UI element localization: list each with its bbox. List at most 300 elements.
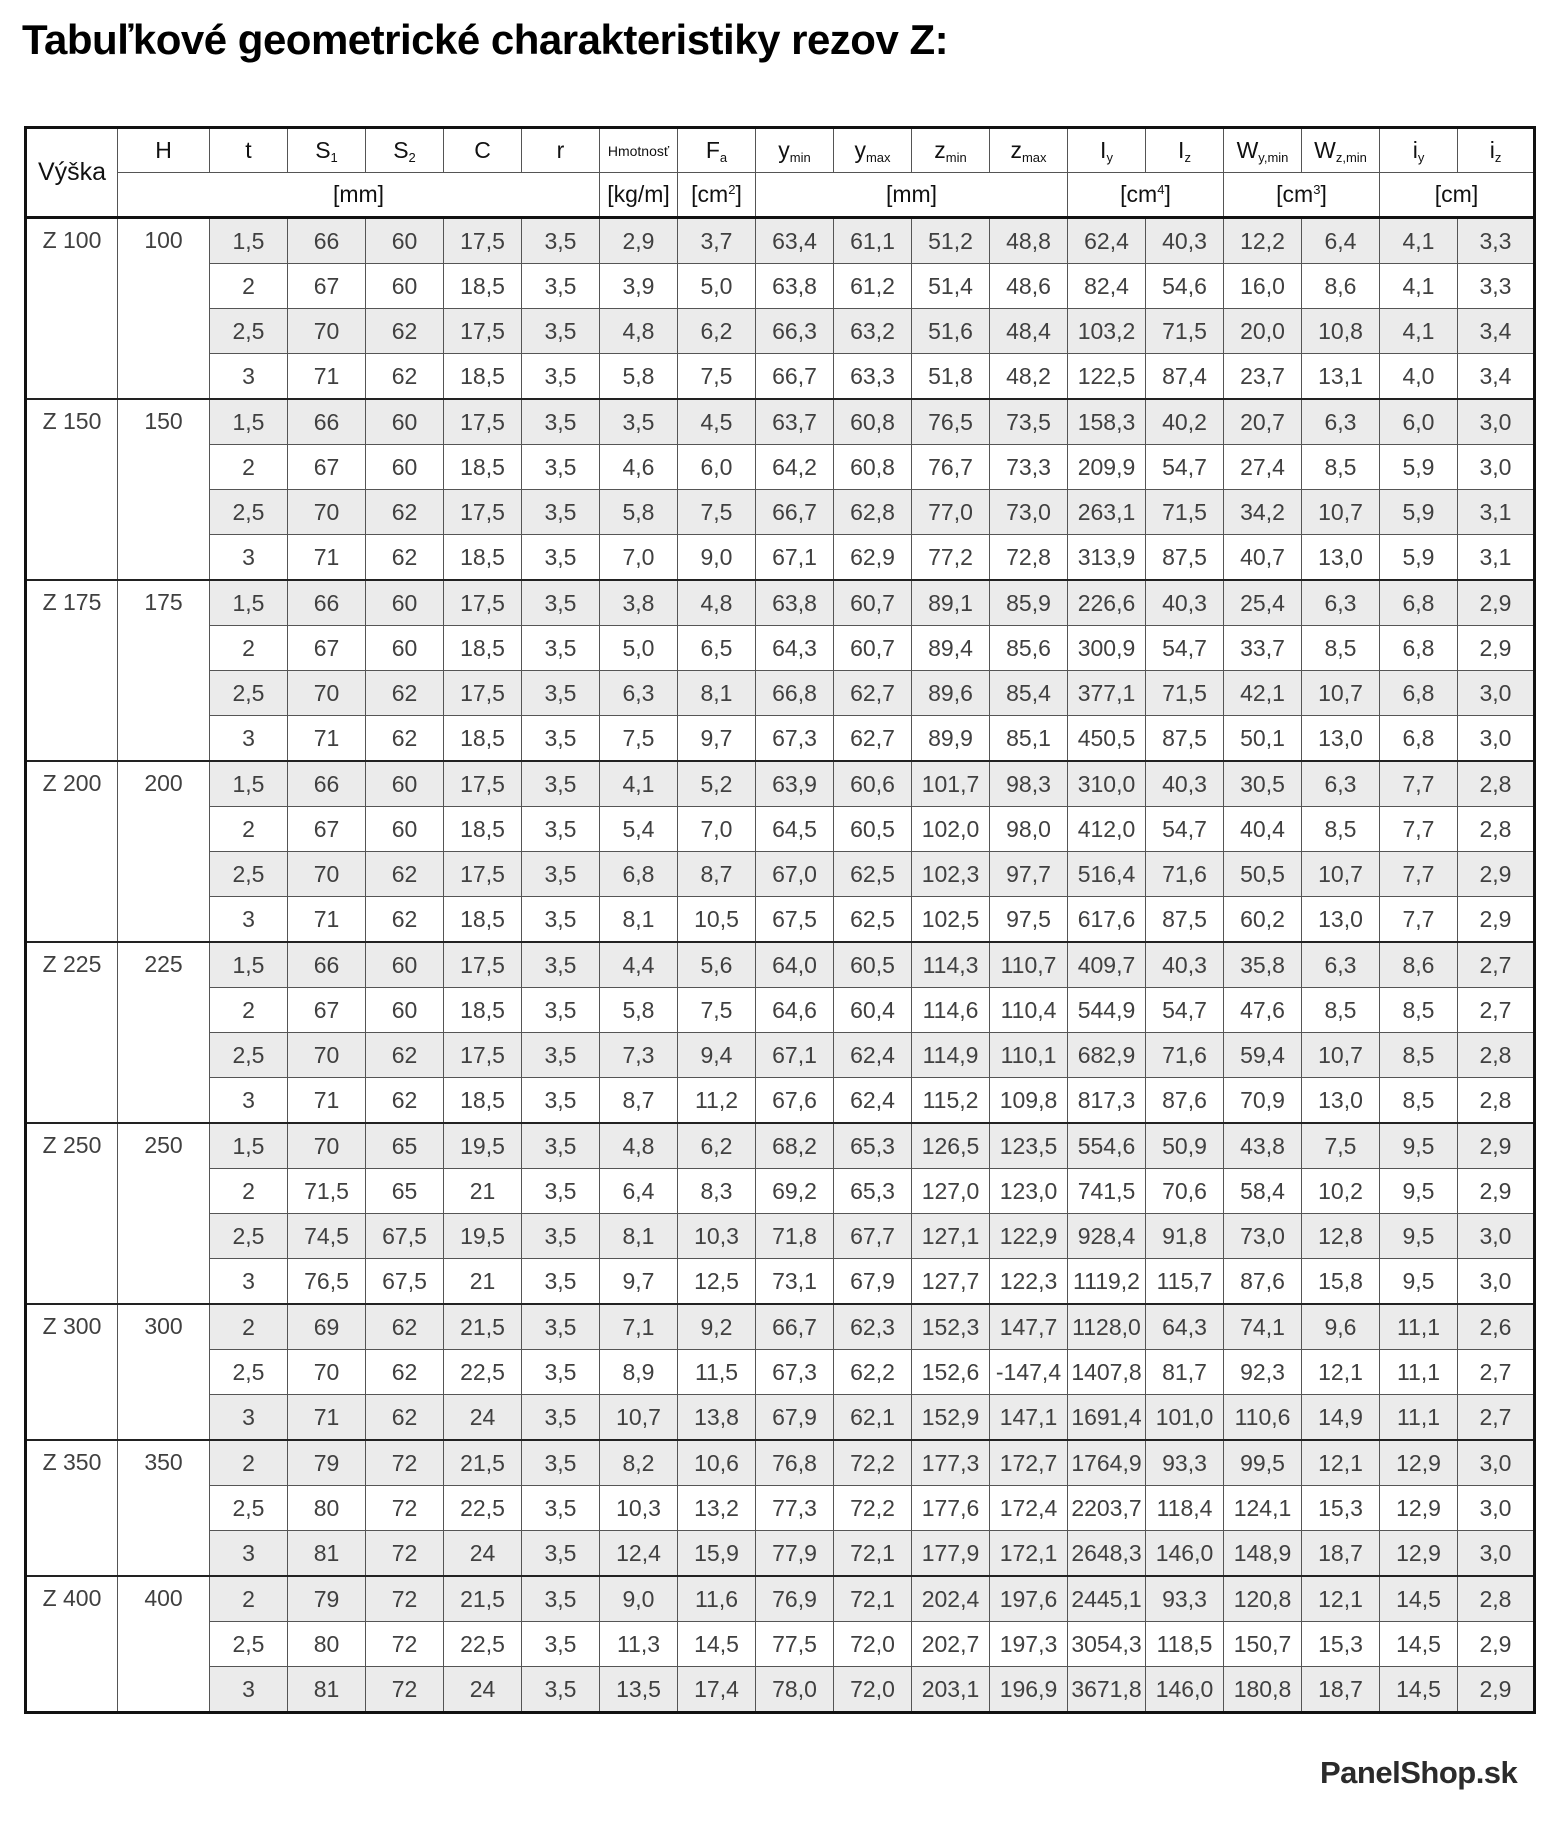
table-cell: 114,9	[912, 1033, 990, 1078]
table-cell: 72,2	[834, 1486, 912, 1531]
table-cell: 50,1	[1224, 716, 1302, 762]
table-cell: 10,7	[1302, 490, 1380, 535]
profile-height: 100	[118, 218, 210, 400]
table-cell: 81,7	[1146, 1350, 1224, 1395]
table-cell: 50,5	[1224, 852, 1302, 897]
table-row	[26, 1123, 1535, 1169]
table-cell: 3,5	[522, 535, 600, 581]
table-row	[26, 1259, 1535, 1305]
table-cell: 63,4	[756, 218, 834, 264]
table-cell: 87,6	[1146, 1078, 1224, 1124]
table-cell: 197,3	[990, 1622, 1068, 1667]
table-cell: 11,2	[678, 1078, 756, 1124]
table-cell: 54,7	[1146, 445, 1224, 490]
table-cell: 617,6	[1068, 897, 1146, 943]
table-cell: 1691,4	[1068, 1395, 1146, 1441]
table-cell: 97,5	[990, 897, 1068, 943]
table-cell: 6,0	[678, 445, 756, 490]
table-cell: 97,7	[990, 852, 1068, 897]
table-cell: 2,5	[210, 309, 288, 354]
profile-name: Z 225	[26, 942, 118, 1123]
table-cell: 5,9	[1380, 535, 1458, 581]
table-cell: 2	[210, 1169, 288, 1214]
table-cell: 9,4	[678, 1033, 756, 1078]
table-cell: 3,5	[522, 716, 600, 762]
table-cell: 7,5	[678, 490, 756, 535]
table-cell: 12,9	[1380, 1440, 1458, 1486]
table-cell: 6,2	[678, 1123, 756, 1169]
table-cell: 2,8	[1458, 761, 1535, 807]
table-cell: 6,4	[600, 1169, 678, 1214]
table-cell: 102,3	[912, 852, 990, 897]
table-cell: 2445,1	[1068, 1576, 1146, 1622]
table-cell: 62,4	[834, 1033, 912, 1078]
table-cell: 1,5	[210, 399, 288, 445]
col-r: r	[522, 128, 600, 173]
table-cell: 1,5	[210, 761, 288, 807]
table-cell: 13,8	[678, 1395, 756, 1441]
table-cell: 12,5	[678, 1259, 756, 1305]
table-cell: 5,2	[678, 761, 756, 807]
table-cell: 5,4	[600, 807, 678, 852]
table-cell: 76,7	[912, 445, 990, 490]
table-cell: 48,6	[990, 264, 1068, 309]
table-cell: 5,9	[1380, 445, 1458, 490]
table-cell: 51,2	[912, 218, 990, 264]
table-cell: 2,6	[1458, 1304, 1535, 1350]
table-cell: 16,0	[1224, 264, 1302, 309]
table-cell: 66,7	[756, 1304, 834, 1350]
table-cell: 87,6	[1224, 1259, 1302, 1305]
table-cell: 54,7	[1146, 807, 1224, 852]
table-cell: 7,7	[1380, 852, 1458, 897]
table-cell: 4,8	[600, 309, 678, 354]
table-cell: 72,0	[834, 1667, 912, 1713]
table-cell: 3	[210, 897, 288, 943]
table-cell: 3,5	[522, 807, 600, 852]
table-cell: 62,7	[834, 671, 912, 716]
table-cell: 60,2	[1224, 897, 1302, 943]
table-cell: 40,7	[1224, 535, 1302, 581]
table-cell: 5,8	[600, 988, 678, 1033]
table-cell: 2,7	[1458, 1350, 1535, 1395]
unit-cm4: $[cm^4]$	[1068, 173, 1224, 218]
table-cell: 6,3	[1302, 761, 1380, 807]
table-cell: 8,6	[1302, 264, 1380, 309]
table-cell: 102,5	[912, 897, 990, 943]
table-cell: 9,5	[1380, 1169, 1458, 1214]
col-iy-radius: $i_y$	[1380, 128, 1458, 173]
table-cell: 101,0	[1146, 1395, 1224, 1441]
table-cell: 409,7	[1068, 942, 1146, 988]
table-cell: 62,5	[834, 852, 912, 897]
table-cell: 51,6	[912, 309, 990, 354]
table-cell: 62,3	[834, 1304, 912, 1350]
table-cell: 71	[288, 354, 366, 400]
table-cell: 3,5	[522, 897, 600, 943]
table-cell: 7,0	[678, 807, 756, 852]
table-cell: 2,9	[1458, 1667, 1535, 1713]
table-cell: 18,5	[444, 897, 522, 943]
table-cell: 40,3	[1146, 942, 1224, 988]
table-cell: 85,9	[990, 580, 1068, 626]
table-cell: 2,5	[210, 1350, 288, 1395]
table-cell: 62	[366, 1304, 444, 1350]
table-cell: 79	[288, 1576, 366, 1622]
table-cell: 70	[288, 309, 366, 354]
table-cell: 4,1	[1380, 309, 1458, 354]
table-cell: 5,8	[600, 354, 678, 400]
profile-height: 350	[118, 1440, 210, 1576]
col-zmax: $z_{max}$	[990, 128, 1068, 173]
table-cell: 9,5	[1380, 1123, 1458, 1169]
table-cell: 63,9	[756, 761, 834, 807]
table-cell: 2,5	[210, 671, 288, 716]
table-cell: 62	[366, 354, 444, 400]
table-cell: 3,4	[1458, 354, 1535, 400]
unit-cm3: $[cm^3]$	[1224, 173, 1380, 218]
table-cell: 17,5	[444, 1033, 522, 1078]
table-cell: 300,9	[1068, 626, 1146, 671]
table-cell: 85,6	[990, 626, 1068, 671]
table-cell: 2,9	[600, 218, 678, 264]
table-cell: 71	[288, 535, 366, 581]
header-row-units	[26, 173, 1535, 218]
table-cell: 197,6	[990, 1576, 1068, 1622]
table-cell: 67,1	[756, 535, 834, 581]
table-cell: 3,5	[522, 309, 600, 354]
table-cell: 89,9	[912, 716, 990, 762]
table-cell: 72	[366, 1486, 444, 1531]
table-cell: 3,0	[1458, 1259, 1535, 1305]
table-cell: 7,7	[1380, 807, 1458, 852]
table-cell: 8,5	[1302, 988, 1380, 1033]
table-cell: 450,5	[1068, 716, 1146, 762]
table-cell: 22,5	[444, 1350, 522, 1395]
table-cell: 67,5	[756, 897, 834, 943]
table-cell: 4,1	[1380, 264, 1458, 309]
table-cell: 48,8	[990, 218, 1068, 264]
table-cell: 3	[210, 1395, 288, 1441]
table-row	[26, 1486, 1535, 1531]
table-cell: 17,5	[444, 761, 522, 807]
table-row	[26, 942, 1535, 988]
table-cell: 3,0	[1458, 716, 1535, 762]
table-cell: 71,6	[1146, 852, 1224, 897]
table-cell: 60	[366, 218, 444, 264]
col-h: H	[118, 128, 210, 173]
table-cell: 516,4	[1068, 852, 1146, 897]
table-cell: 2203,7	[1068, 1486, 1146, 1531]
table-cell: 67	[288, 988, 366, 1033]
table-cell: 3,5	[522, 1440, 600, 1486]
table-cell: 11,1	[1380, 1350, 1458, 1395]
col-fa: $F_a$	[678, 128, 756, 173]
table-cell: 76,5	[912, 399, 990, 445]
table-cell: 71,5	[288, 1169, 366, 1214]
table-cell: 12,8	[1302, 1214, 1380, 1259]
table-cell: 62	[366, 1350, 444, 1395]
table-cell: 62	[366, 716, 444, 762]
table-cell: 67,3	[756, 1350, 834, 1395]
table-cell: 13,5	[600, 1667, 678, 1713]
table-cell: 3,5	[522, 490, 600, 535]
table-cell: 62	[366, 490, 444, 535]
table-cell: 9,5	[1380, 1214, 1458, 1259]
table-cell: 7,7	[1380, 897, 1458, 943]
table-cell: 2	[210, 1576, 288, 1622]
table-cell: 72,0	[834, 1622, 912, 1667]
table-cell: 7,5	[600, 716, 678, 762]
profile-name: Z 175	[26, 580, 118, 761]
table-cell: 3,5	[522, 1123, 600, 1169]
table-cell: 67,5	[366, 1259, 444, 1305]
table-cell: 71,6	[1146, 1033, 1224, 1078]
table-row	[26, 1214, 1535, 1259]
profile-height: 400	[118, 1576, 210, 1713]
unit-mm-2: [mm]	[756, 173, 1068, 218]
table-cell: 18,5	[444, 535, 522, 581]
table-cell: 11,1	[1380, 1395, 1458, 1441]
table-cell: 4,8	[600, 1123, 678, 1169]
table-cell: 93,3	[1146, 1440, 1224, 1486]
table-cell: 3,5	[522, 1486, 600, 1531]
col-iz-radius: $i_z$	[1458, 128, 1535, 173]
table-cell: 4,5	[678, 399, 756, 445]
table-cell: 3	[210, 1259, 288, 1305]
table-cell: 120,8	[1224, 1576, 1302, 1622]
table-cell: 5,6	[678, 942, 756, 988]
table-cell: 12,2	[1224, 218, 1302, 264]
table-cell: 3,5	[522, 1350, 600, 1395]
table-cell: 817,3	[1068, 1078, 1146, 1124]
table-cell: 73,5	[990, 399, 1068, 445]
table-cell: 5,0	[678, 264, 756, 309]
table-cell: 77,5	[756, 1622, 834, 1667]
table-cell: 64,5	[756, 807, 834, 852]
table-cell: 17,5	[444, 399, 522, 445]
table-row	[26, 1622, 1535, 1667]
table-cell: 110,1	[990, 1033, 1068, 1078]
profile-height: 225	[118, 942, 210, 1123]
table-cell: 11,3	[600, 1622, 678, 1667]
table-cell: 6,4	[1302, 218, 1380, 264]
table-cell: 20,7	[1224, 399, 1302, 445]
table-cell: 60,8	[834, 445, 912, 490]
table-cell: 17,5	[444, 580, 522, 626]
col-c: C	[444, 128, 522, 173]
table-cell: 71,5	[1146, 671, 1224, 716]
table-cell: 9,6	[1302, 1304, 1380, 1350]
table-cell: 66	[288, 580, 366, 626]
table-cell: 3,0	[1458, 671, 1535, 716]
table-row	[26, 1169, 1535, 1214]
table-cell: 60	[366, 761, 444, 807]
table-cell: 8,6	[1380, 942, 1458, 988]
table-cell: 18,7	[1302, 1667, 1380, 1713]
table-row	[26, 1304, 1535, 1350]
table-cell: 3,5	[522, 942, 600, 988]
table-cell: 62	[366, 897, 444, 943]
table-cell: 6,5	[678, 626, 756, 671]
table-cell: 7,5	[678, 354, 756, 400]
table-cell: 2	[210, 1304, 288, 1350]
table-cell: 2,8	[1458, 1078, 1535, 1124]
table-cell: 10,3	[600, 1486, 678, 1531]
profile-height: 150	[118, 399, 210, 580]
table-cell: 22,5	[444, 1486, 522, 1531]
table-cell: 5,8	[600, 490, 678, 535]
table-cell: 77,0	[912, 490, 990, 535]
table-cell: 7,7	[1380, 761, 1458, 807]
table-cell: 72,1	[834, 1576, 912, 1622]
table-cell: 2,7	[1458, 942, 1535, 988]
table-cell: 3,8	[600, 580, 678, 626]
table-cell: 74,5	[288, 1214, 366, 1259]
table-cell: 18,5	[444, 1078, 522, 1124]
table-cell: 62	[366, 1395, 444, 1441]
table-cell: 60	[366, 264, 444, 309]
table-cell: 114,6	[912, 988, 990, 1033]
table-cell: 22,5	[444, 1622, 522, 1667]
table-cell: 8,5	[1380, 1078, 1458, 1124]
table-cell: 10,2	[1302, 1169, 1380, 1214]
table-cell: 3,0	[1458, 445, 1535, 490]
profile-name: Z 350	[26, 1440, 118, 1576]
table-row	[26, 399, 1535, 445]
table-cell: 2,7	[1458, 988, 1535, 1033]
table-cell: 63,7	[756, 399, 834, 445]
table-cell: 203,1	[912, 1667, 990, 1713]
table-cell: 67,9	[834, 1259, 912, 1305]
table-cell: 17,5	[444, 218, 522, 264]
table-cell: 50,9	[1146, 1123, 1224, 1169]
col-wymin: $W_{y,min}$	[1224, 128, 1302, 173]
table-cell: 67	[288, 445, 366, 490]
table-cell: 54,7	[1146, 626, 1224, 671]
table-cell: 30,5	[1224, 761, 1302, 807]
table-row	[26, 897, 1535, 943]
table-cell: 118,5	[1146, 1622, 1224, 1667]
table-row	[26, 1078, 1535, 1124]
table-cell: 18,7	[1302, 1531, 1380, 1577]
table-cell: 5,9	[1380, 490, 1458, 535]
col-s2: $S_2$	[366, 128, 444, 173]
table-cell: 741,5	[1068, 1169, 1146, 1214]
table-cell: 17,5	[444, 852, 522, 897]
table-cell: 64,3	[1146, 1304, 1224, 1350]
table-cell: 59,4	[1224, 1033, 1302, 1078]
table-cell: 3	[210, 716, 288, 762]
table-cell: 8,9	[600, 1350, 678, 1395]
table-cell: 127,1	[912, 1214, 990, 1259]
table-cell: 6,3	[1302, 399, 1380, 445]
table-cell: 147,7	[990, 1304, 1068, 1350]
page-title: Tabuľkové geometrické charakteristiky rezov Z:	[22, 16, 949, 63]
table-cell: 70,9	[1224, 1078, 1302, 1124]
table-cell: 63,8	[756, 264, 834, 309]
table-cell: 89,6	[912, 671, 990, 716]
table-cell: 76,9	[756, 1576, 834, 1622]
table-cell: 71	[288, 1078, 366, 1124]
col-t: t	[210, 128, 288, 173]
table-cell: 6,3	[600, 671, 678, 716]
table-cell: 24	[444, 1531, 522, 1577]
table-cell: 15,8	[1302, 1259, 1380, 1305]
table-cell: 2	[210, 626, 288, 671]
table-cell: 17,5	[444, 309, 522, 354]
table-cell: 35,8	[1224, 942, 1302, 988]
table-cell: 2,8	[1458, 807, 1535, 852]
table-cell: 74,1	[1224, 1304, 1302, 1350]
table-cell: 60	[366, 807, 444, 852]
table-cell: 1,5	[210, 942, 288, 988]
col-zmin: $z_{min}$	[912, 128, 990, 173]
table-cell: 3,5	[522, 761, 600, 807]
table-cell: 69	[288, 1304, 366, 1350]
table-cell: 24	[444, 1667, 522, 1713]
col-ymax: $y_{max}$	[834, 128, 912, 173]
table-row	[26, 1033, 1535, 1078]
table-cell: 2,7	[1458, 1395, 1535, 1441]
table-cell: 150,7	[1224, 1622, 1302, 1667]
table-row	[26, 354, 1535, 400]
table-row	[26, 716, 1535, 762]
col-s1: $S_1$	[288, 128, 366, 173]
table-cell: 23,7	[1224, 354, 1302, 400]
table-cell: 19,5	[444, 1214, 522, 1259]
table-cell: 172,1	[990, 1531, 1068, 1577]
table-row	[26, 1350, 1535, 1395]
table-cell: 2	[210, 445, 288, 490]
table-cell: 263,1	[1068, 490, 1146, 535]
table-cell: 226,6	[1068, 580, 1146, 626]
table-cell: 3,5	[522, 354, 600, 400]
table-cell: 123,5	[990, 1123, 1068, 1169]
table-cell: 60	[366, 399, 444, 445]
table-cell: 1128,0	[1068, 1304, 1146, 1350]
table-cell: 4,1	[600, 761, 678, 807]
table-cell: 2,9	[1458, 1169, 1535, 1214]
table-cell: 177,3	[912, 1440, 990, 1486]
table-row	[26, 1576, 1535, 1622]
table-cell: 103,2	[1068, 309, 1146, 354]
profile-name: Z 200	[26, 761, 118, 942]
table-cell: 66	[288, 942, 366, 988]
table-cell: 48,4	[990, 309, 1068, 354]
table-cell: 60	[366, 942, 444, 988]
table-cell: 10,8	[1302, 309, 1380, 354]
table-cell: 3	[210, 1078, 288, 1124]
table-cell: 10,6	[678, 1440, 756, 1486]
table-cell: 2,8	[1458, 1033, 1535, 1078]
table-cell: 63,3	[834, 354, 912, 400]
table-cell: 60	[366, 445, 444, 490]
table-row	[26, 445, 1535, 490]
table-cell: 19,5	[444, 1123, 522, 1169]
unit-kgm: [kg/m]	[600, 173, 678, 218]
table-cell: 6,2	[678, 309, 756, 354]
table-cell: 65	[366, 1123, 444, 1169]
table-row	[26, 1531, 1535, 1577]
table-cell: 6,0	[1380, 399, 1458, 445]
table-cell: 8,5	[1380, 988, 1458, 1033]
table-cell: 73,0	[1224, 1214, 1302, 1259]
profile-name: Z 250	[26, 1123, 118, 1304]
table-cell: 4,1	[1380, 218, 1458, 264]
profile-name: Z 300	[26, 1304, 118, 1440]
table-cell: 60,7	[834, 626, 912, 671]
